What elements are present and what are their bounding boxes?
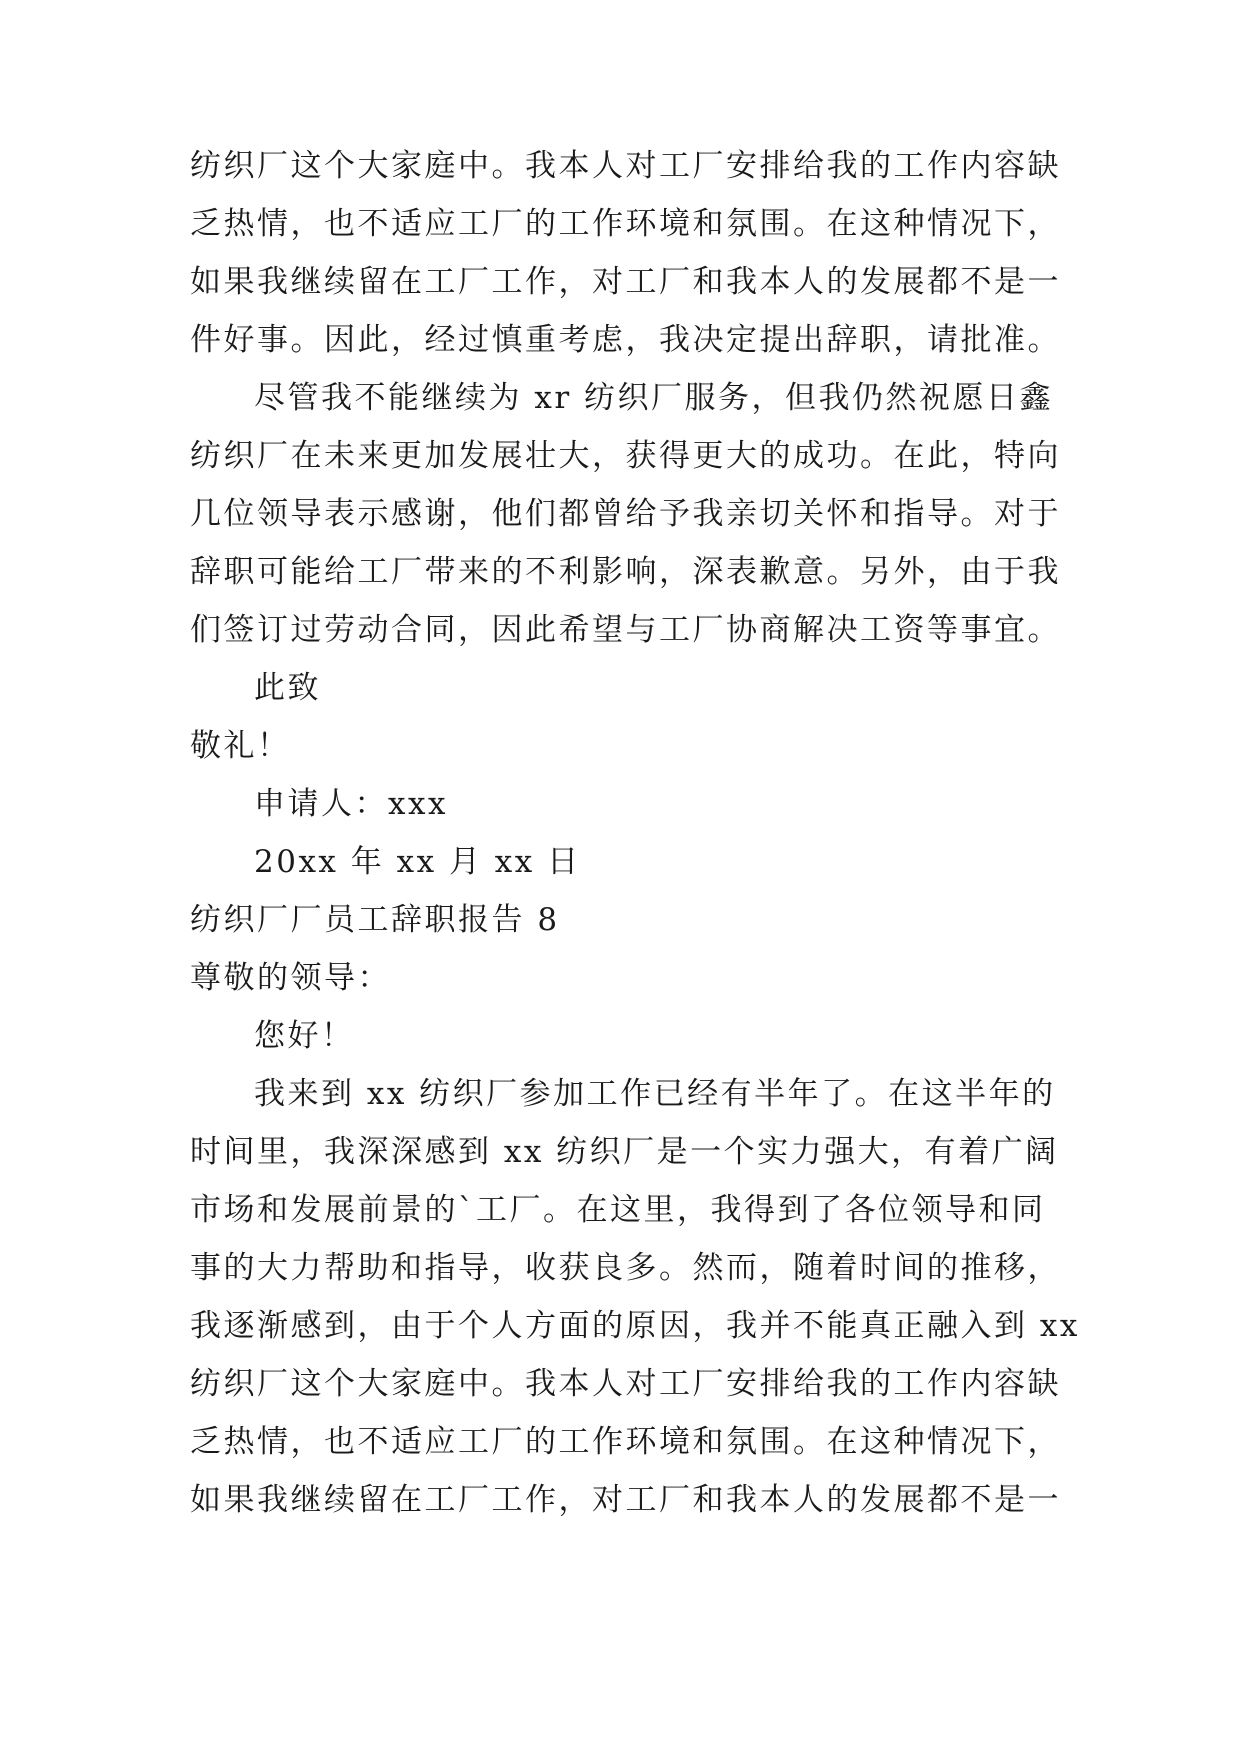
signature-date: 20xx 年 xx 月 xx 日 (254, 844, 581, 880)
applicant-signature: 申请人：xxx (254, 786, 448, 822)
body-text-line: 纺织厂这个大家庭中。我本人对工厂安排给我的工作内容缺 (190, 148, 1061, 184)
letter-greeting: 尊敬的领导： (190, 960, 391, 996)
letter-hello: 您好！ (254, 1018, 355, 1054)
section-title: 纺织厂厂员工辞职报告 8 (190, 902, 560, 938)
body-text-line: 几位领导表示感谢，他们都曾给予我亲切关怀和指导。对于 (190, 496, 1061, 532)
paragraph-start-line: 尽管我不能继续为 xr 纺织厂服务，但我仍然祝愿日鑫 (254, 380, 1054, 416)
body-text-line: 市场和发展前景的`工厂。在这里，我得到了各位领导和同 (190, 1192, 1046, 1228)
body-text-line: 时间里，我深深感到 xx 纺织厂是一个实力强大，有着广阔 (190, 1134, 1059, 1170)
paragraph-start-line: 我来到 xx 纺织厂参加工作已经有半年了。在这半年的 (254, 1076, 1056, 1112)
body-text-line: 纺织厂在未来更加发展壮大，获得更大的成功。在此，特向 (190, 438, 1061, 474)
body-text-line: 们签订过劳动合同，因此希望与工厂协商解决工资等事宜。 (190, 612, 1061, 648)
closing-regards: 敬礼！ (190, 728, 291, 764)
body-text-line: 件好事。因此，经过慎重考虑，我决定提出辞职，请批准。 (190, 322, 1061, 358)
body-text-line: 乏热情，也不适应工厂的工作环境和氛围。在这种情况下， (190, 206, 1061, 242)
body-text-line: 事的大力帮助和指导，收获良多。然而，随着时间的推移， (190, 1250, 1061, 1286)
closing-salutation: 此致 (254, 670, 321, 706)
body-text-line: 乏热情，也不适应工厂的工作环境和氛围。在这种情况下， (190, 1424, 1061, 1460)
body-text-line: 纺织厂这个大家庭中。我本人对工厂安排给我的工作内容缺 (190, 1366, 1061, 1402)
body-text-line: 如果我继续留在工厂工作，对工厂和我本人的发展都不是一 (190, 1482, 1061, 1518)
body-text-line: 辞职可能给工厂带来的不利影响，深表歉意。另外，由于我 (190, 554, 1061, 590)
body-text-line: 我逐渐感到，由于个人方面的原因，我并不能真正融入到 xx (190, 1308, 1080, 1344)
body-text-line: 如果我继续留在工厂工作，对工厂和我本人的发展都不是一 (190, 264, 1061, 300)
